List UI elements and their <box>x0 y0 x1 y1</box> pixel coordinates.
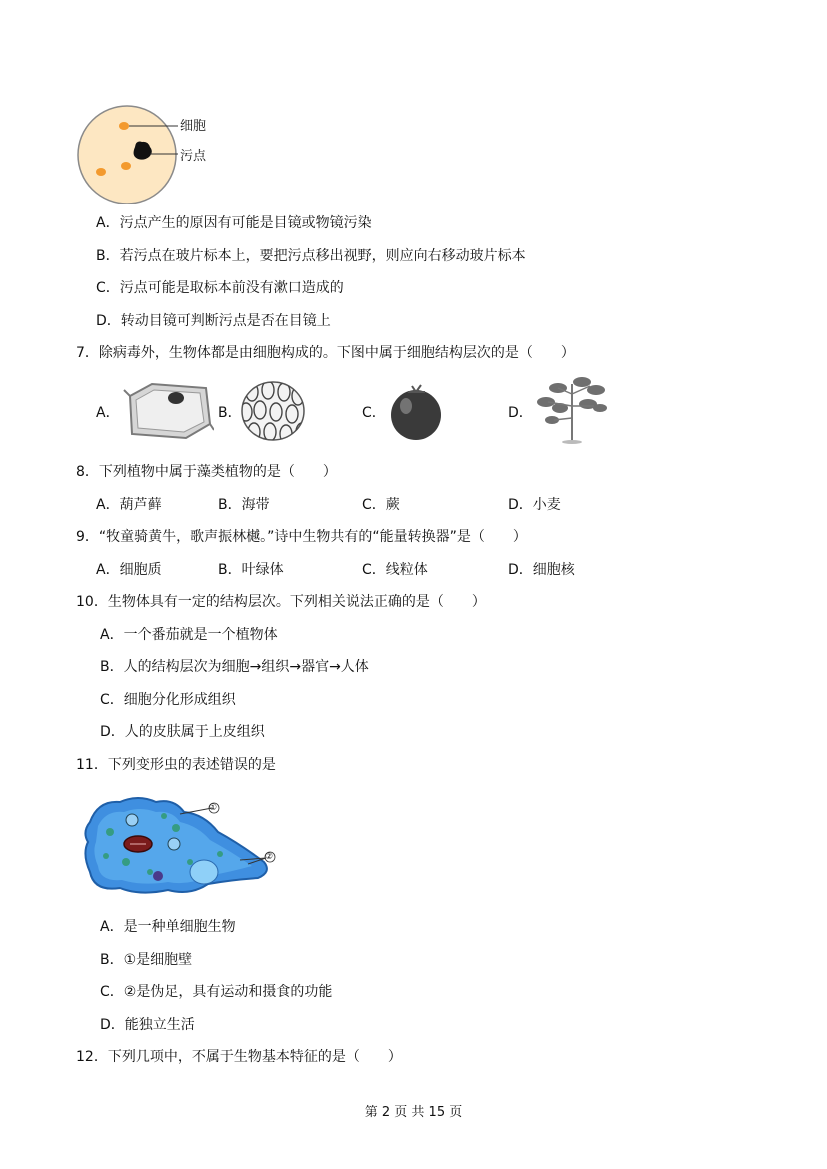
q10-option-a: A．一个番茄就是一个植物体 <box>100 627 278 643</box>
q8-option-a: A．葫芦藓 <box>96 497 162 513</box>
microscope-view-figure <box>74 104 234 204</box>
q6-option-a: A．污点产生的原因有可能是目镜或物镜污染 <box>96 215 372 231</box>
q8-options <box>96 496 736 514</box>
q6-option-b: B．若污点在玻片标本上，要把污点移出视野，则应向右移动玻片标本 <box>96 248 526 264</box>
q11-option-b: B．①是细胞壁 <box>100 952 193 968</box>
q7-option-b-letter: B． <box>218 405 242 421</box>
q10-option-b: B．人的结构层次为细胞→组织→器官→人体 <box>100 659 369 675</box>
q6-option-d: D．转动目镜可判断污点是否在目镜上 <box>96 313 331 329</box>
q6-option-c: C．污点可能是取标本前没有漱口造成的 <box>96 280 344 296</box>
q8-option-b: B．海带 <box>218 497 270 513</box>
plant-cell-icon <box>122 378 214 444</box>
q9-option-b: B．叶绿体 <box>218 562 284 578</box>
q10-option-d: D．人的皮肤属于上皮组织 <box>100 724 265 740</box>
q8-option-d: D．小麦 <box>508 497 561 513</box>
q11-option-d: D．能独立生活 <box>100 1017 195 1033</box>
field-of-view-circle <box>78 106 176 204</box>
q8-option-c: C．蕨 <box>362 497 400 513</box>
figure-label-dirt: 污点 <box>180 149 207 164</box>
cell-dot <box>121 162 131 170</box>
q7-stem: 7．除病毒外，生物体都是由细胞构成的。下图中属于细胞结构层次的是（ ） <box>76 345 575 361</box>
q7-option-c-letter: C． <box>362 405 386 421</box>
q12-stem: 12．下列几项中，不属于生物基本特征的是（ ） <box>76 1049 402 1065</box>
q7-option-d-letter: D． <box>508 405 533 421</box>
amoeba-figure <box>80 792 290 898</box>
q10-option-c: C．细胞分化形成组织 <box>100 692 236 708</box>
q9-option-a: A．细胞质 <box>96 562 162 578</box>
cell-tissue-icon <box>240 380 306 442</box>
q8-stem: 8．下列植物中属于藻类植物的是（ ） <box>76 464 337 480</box>
q11-option-a: A．是一种单细胞生物 <box>100 919 236 935</box>
q11-option-c: C．②是伪足，具有运动和摄食的功能 <box>100 984 333 1000</box>
plant-icon <box>532 374 610 446</box>
cell-dot <box>119 122 129 130</box>
q9-option-d: D．细胞核 <box>508 562 575 578</box>
q9-options <box>96 561 736 579</box>
page-footer: 第 2 页 共 15 页 <box>364 1105 463 1120</box>
q7-option-a-letter: A． <box>96 405 120 421</box>
tomato-icon <box>388 382 444 442</box>
figure-label-cell: 细胞 <box>180 119 207 134</box>
q9-option-c: C．线粒体 <box>362 562 428 578</box>
cell-dot <box>96 168 106 176</box>
q9-stem: 9．“牧童骑黄牛，歌声振林樾。”诗中生物共有的“能量转换器”是（ ） <box>76 529 527 545</box>
q10-stem: 10．生物体具有一定的结构层次。下列相关说法正确的是（ ） <box>76 594 486 610</box>
q11-stem: 11．下列变形虫的表述错误的是 <box>76 757 276 773</box>
figure-label-2: ② <box>265 852 274 862</box>
figure-label-1: ① <box>209 803 218 813</box>
